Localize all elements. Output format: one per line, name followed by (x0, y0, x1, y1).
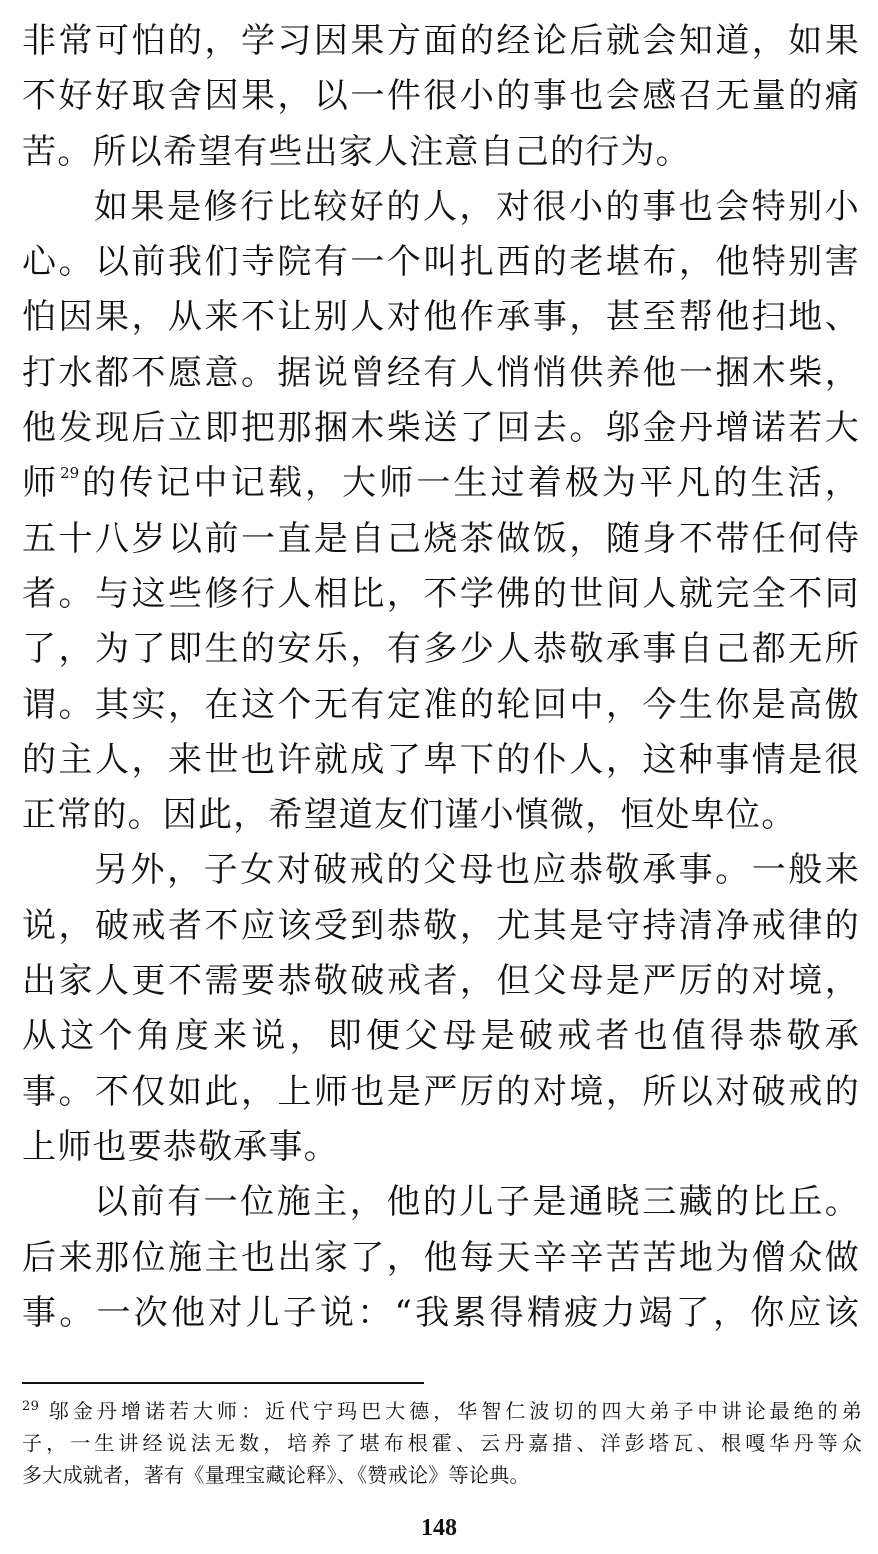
text-line: 苦。所以希望有些出家人注意自己的行为。 (22, 131, 691, 172)
text-line: 出家人更不需要恭敬破戒者，但父母是严厉的对境， (22, 961, 860, 1002)
text-line: 从这个角度来说，即便父母是破戒者也值得恭敬承 (22, 1016, 860, 1057)
text-line: 心。以前我们寺院有一个叫扎西的老堪布，他特别害 (22, 242, 860, 283)
text-line: 者。与这些修行人相比，不学佛的世间人就完全不同 (22, 573, 860, 614)
text-line: 正常的。因此，希望道友们谨小慎微，恒处卑位。 (22, 795, 797, 836)
page-number: 148 (421, 1515, 457, 1541)
text-line: 他发现后立即把那捆木柴送了回去。邬金丹增诺若大 (22, 408, 860, 449)
text-line: 不好好取舍因果，以一件很小的事也会感召无量的痛 (22, 76, 860, 117)
text-line: 上师也要恭敬承事。 (22, 1126, 339, 1167)
paragraph-first-line: 以前有一位施主，他的儿子是通晓三藏的比丘。 (94, 1182, 860, 1223)
footnote-number: 29 (22, 1399, 40, 1414)
footnote-text: 邬金丹增诺若大师：近代宁玛巴大德，华智仁波切的四大弟子中讲论最绝的弟 (45, 1399, 862, 1423)
text-line: 事。一次他对儿子说：“我累得精疲力竭了，你应该 (22, 1292, 860, 1333)
text-line: 了，为了即生的安乐，有多少人恭敬承事自己都无所 (22, 629, 860, 670)
text-line: 怕因果，从来不让别人对他作承事，甚至帮他扫地、 (22, 297, 860, 338)
text-line: 非常可怕的，学习因果方面的经论后就会知道，如果 (22, 21, 860, 61)
text-line: 谓。其实，在这个无有定准的轮回中，今生你是高傲 (22, 684, 860, 725)
paragraph-first-line: 如果是修行比较好的人，对很小的事也会特别小 (94, 186, 860, 227)
body-text (22, 14, 860, 1341)
footnote-line (22, 1395, 862, 1427)
text-segment: 的传记中记载，大师一生过着极为平凡的生活， (80, 463, 861, 504)
text-line: 五十八岁以前一直是自己烧茶做饭，随身不带任何侍 (22, 518, 860, 559)
text-segment: 师 (22, 463, 60, 504)
text-line: 事。不仅如此，上师也是严厉的对境，所以对破戒的 (22, 1071, 860, 1112)
text-line-with-footnote-ref (22, 456, 860, 511)
footnote-separator (22, 1382, 424, 1384)
text-line: 打水都不愿意。据说曾经有人悄悄供养他一捆木柴， (22, 352, 860, 393)
footnote-reference[interactable]: 29 (60, 464, 80, 483)
text-line: 后来那位施主也出家了，他每天辛辛苦苦地为僧众做 (22, 1237, 860, 1278)
footnote-line: 子，一生讲经说法无数，培养了堪布根霍、云丹嘉措、洋彭塔瓦、根嘎华丹等众 (22, 1431, 862, 1455)
text-line: 说，破戒者不应该受到恭敬，尤其是守持清净戒律的 (22, 905, 860, 946)
footnote (22, 1395, 862, 1491)
footnote-line: 多大成就者，著有《量理宝藏论释》、《赞戒论》等论典。 (22, 1463, 530, 1487)
text-line: 的主人，来世也许就成了卑下的仆人，这种事情是很 (22, 739, 860, 780)
paragraph-first-line: 另外，子女对破戒的父母也应恭敬承事。一般来 (94, 850, 860, 891)
